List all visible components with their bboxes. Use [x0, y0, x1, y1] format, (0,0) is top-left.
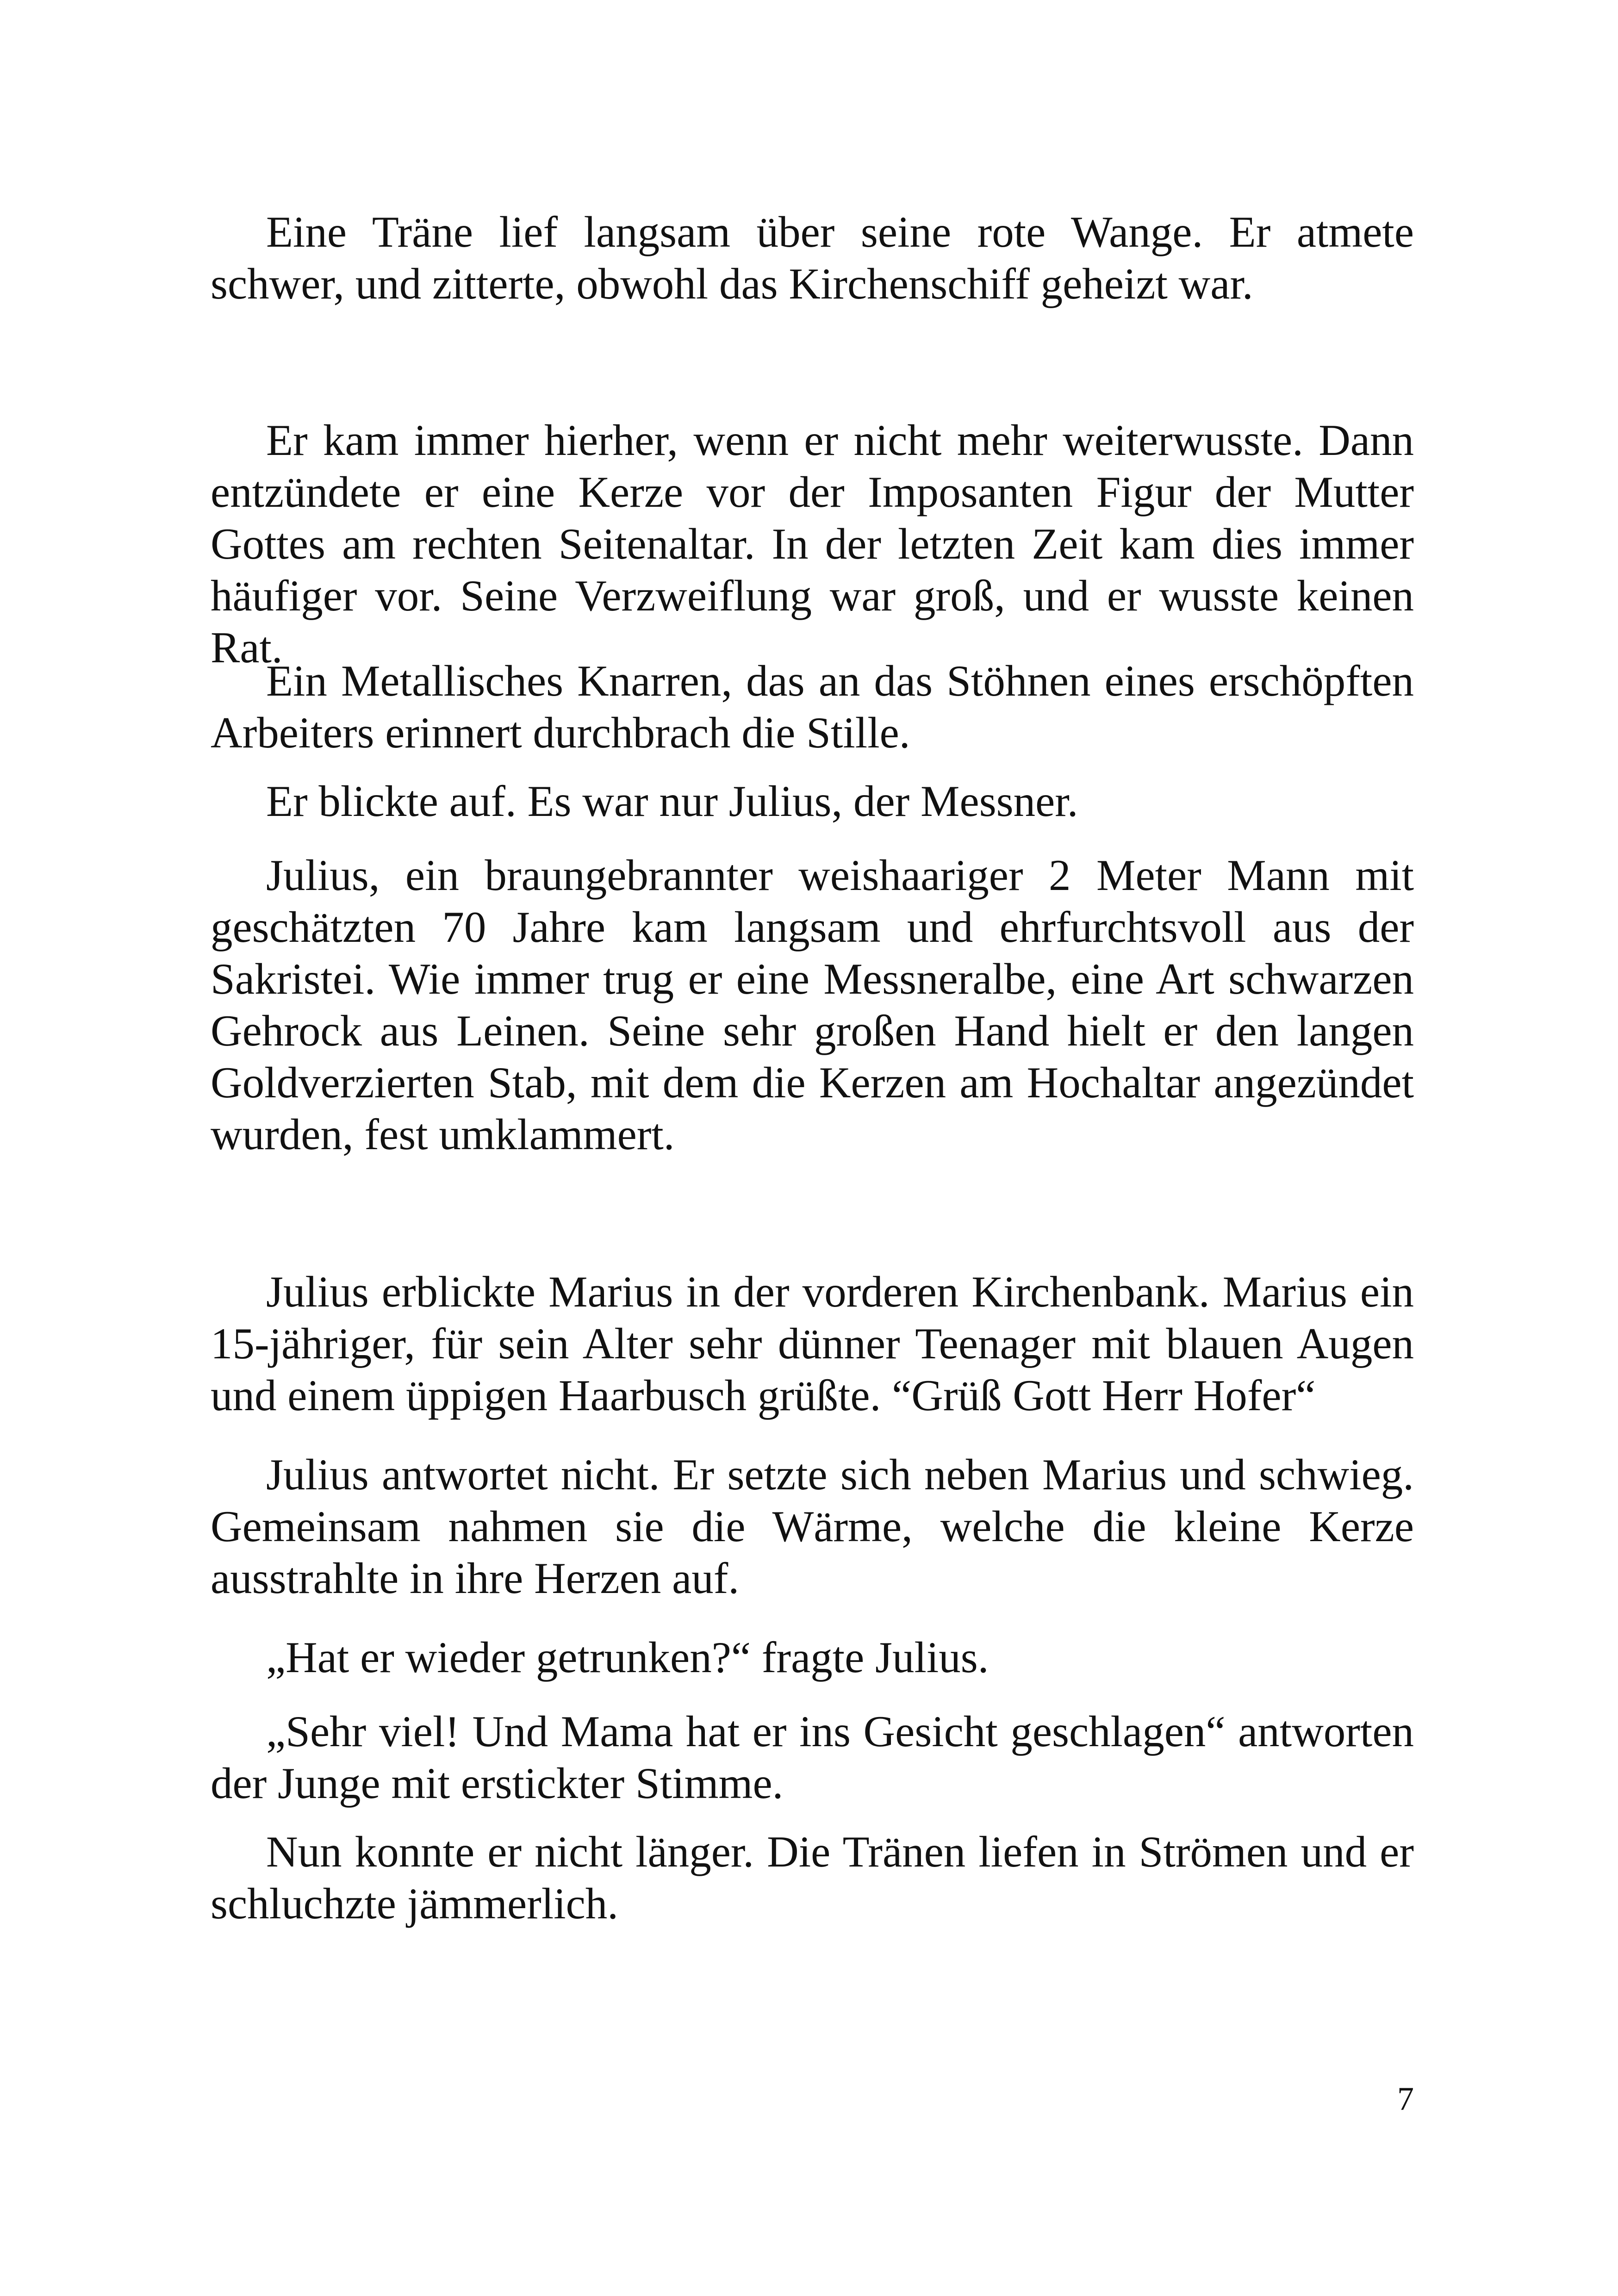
paragraph: Julius antwortet nicht. Er setzte sich neben Marius und schwieg. Gemeinsam nahmen sie die Wärme, welche die kleine Kerze ausstrahlte in ihre Herzen auf.: [211, 1450, 1414, 1603]
paragraph: Er blickte auf. Es war nur Julius, der Messner.: [266, 777, 1078, 826]
paragraph: Eine Träne lief langsam über seine rote Wange. Er atmete schwer, und zitterte, obwohl das Kirchenschiff geheizt war.: [211, 207, 1414, 308]
paragraph: Ein Metallisches Knarren, das an das Stöhnen eines erschöpften Arbeiters erinnert durchbrach die Stille.: [211, 656, 1414, 757]
paragraph: „Hat er wieder getrunken?“ fragte Julius.: [266, 1633, 989, 1682]
paragraph: Julius, ein braungebrannter weishaariger 2 Meter Mann mit geschätzten 70 Jahre kam langsam und ehrfurchtsvoll aus der Sakristei. Wie immer trug er eine Messneralbe, eine Art schwarzen Gehrock aus Leinen. Seine sehr großen Hand hielt er den langen Goldverzierten Stab, mit dem die Kerzen am Hochaltar angezündet wurden, fest umklammert.: [211, 851, 1414, 1159]
paragraph: „Sehr viel! Und Mama hat er ins Gesicht geschlagen“ antworten der Junge mit erstickter Stimme.: [211, 1707, 1414, 1808]
paragraph: Julius erblickte Marius in der vorderen Kirchenbank. Marius ein 15-jähriger, für sein Alter sehr dünner Teenager mit blauen Augen und einem üppigen Haarbusch grüßte. “Grüß Gott Herr Hofer“: [211, 1267, 1414, 1420]
page-number: 7: [1397, 2080, 1414, 2117]
paragraph: Nun konnte er nicht länger. Die Tränen liefen in Strömen und er schluchzte jämmerlich.: [211, 1827, 1414, 1928]
paragraph: Er kam immer hierher, wenn er nicht mehr weiterwusste. Dann entzündete er eine Kerze vor der Imposanten Figur der Mutter Gottes am rechten Seitenaltar. In der letzten Zeit kam dies immer häufiger vor. Seine Verzweiflung war groß, und er wusste keinen Rat.: [211, 416, 1414, 672]
